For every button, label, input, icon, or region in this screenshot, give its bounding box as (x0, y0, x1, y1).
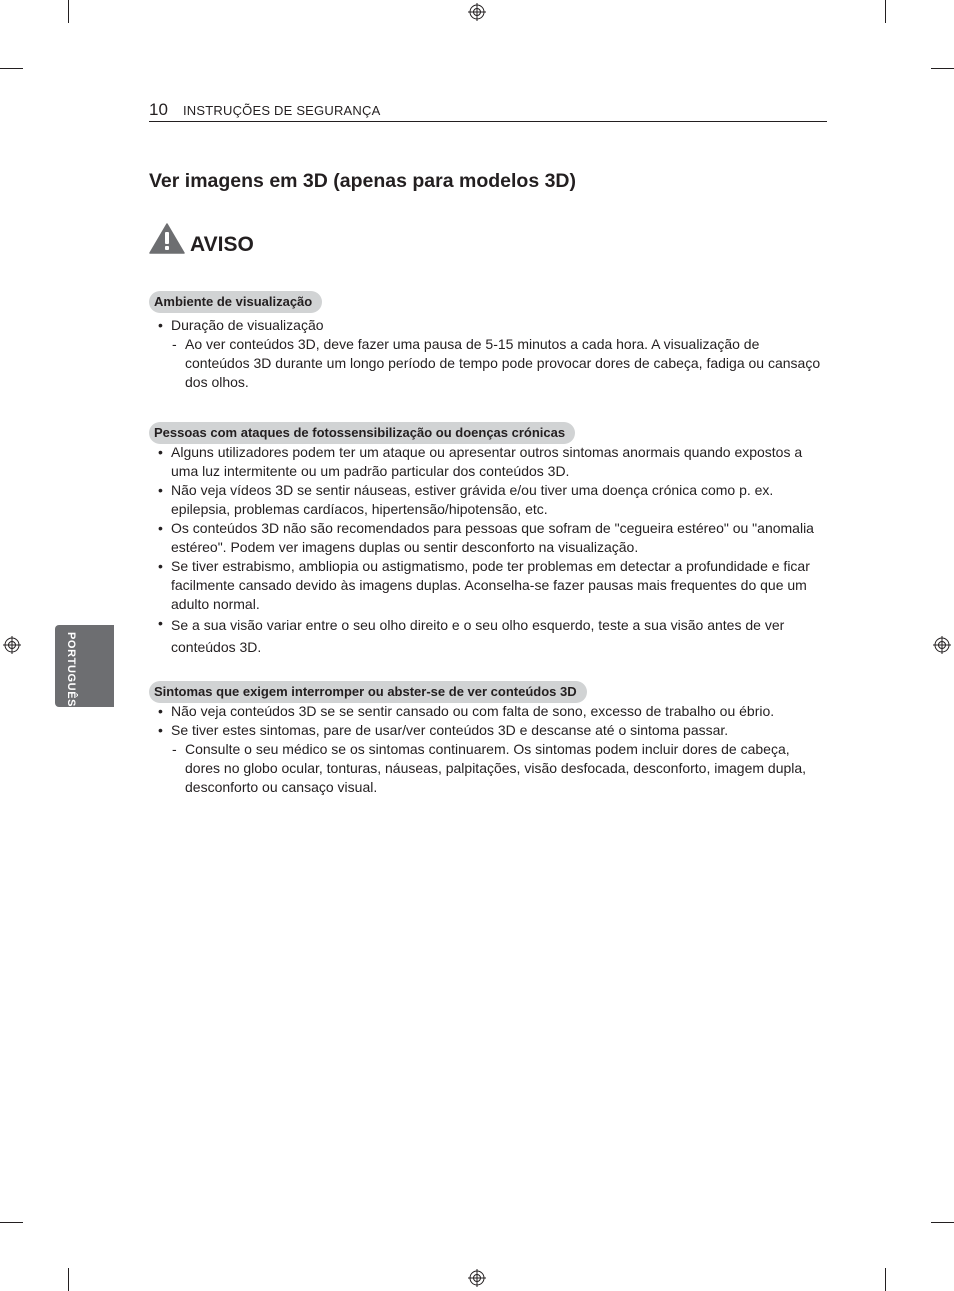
warning-triangle-icon (149, 223, 185, 254)
bullet-marker: • (158, 482, 163, 498)
bullet-marker: • (158, 703, 163, 719)
crop-mark (931, 68, 954, 69)
list-item: Se tiver estrabismo, ambliopia ou astigmatismo, pode ter problemas em detectar a profundidade e ficar facilmente cansado devido às imagens duplas. Aconselha-se fazer pausas mais frequentes do que um adulto normal. (171, 558, 810, 612)
dash-marker: - (172, 741, 177, 757)
crop-mark (931, 1222, 954, 1223)
list-item: Duração de visualização (171, 317, 324, 333)
list-item: Não veja vídeos 3D se sentir náuseas, estiver grávida e/ou tiver uma doença crónica como p. ex. epilepsia, problemas cardíacos, hipertensão/hipotensão, etc. (171, 482, 774, 517)
list-item: Se tiver estes sintomas, pare de usar/ver conteúdos 3D e descanse até o sintoma passar. (171, 722, 729, 738)
list-item: Consulte o seu médico se os sintomas continuarem. Os sintomas podem incluir dores de cabeça, dores no globo ocular, tonturas, náuseas, palpitações, visão desfocada, desconforto, imagem dupla, desconforto ou cansaço visual. (185, 741, 807, 795)
registration-mark-icon (933, 636, 951, 654)
bullet-marker: • (158, 317, 163, 333)
header-rule (149, 121, 827, 122)
language-tab-label: PORTUGUÊS (65, 632, 77, 708)
page-title: Ver imagens em 3D (apenas para modelos 3D) (149, 170, 577, 192)
crop-mark (885, 0, 886, 23)
bullet-marker: • (158, 520, 163, 536)
list-item: Alguns utilizadores podem ter um ataque ou apresentar outros sintomas anormais quando expostos a uma luz intermitente ou um padrão particular dos conteúdos 3D. (171, 444, 803, 479)
registration-mark-icon (3, 636, 21, 654)
running-header: INSTRUÇÕES DE SEGURANÇA (183, 103, 381, 118)
bullet-marker: • (158, 558, 163, 574)
page-number: 10 (149, 100, 168, 119)
bullet-marker: • (158, 444, 163, 460)
section-heading: Pessoas com ataques de fotossensibilização ou doenças crónicas (149, 422, 575, 444)
list-item: Se a sua visão variar entre o seu olho direito e o seu olho esquerdo, teste a sua visão antes de ver conteúdos 3D. (171, 617, 785, 655)
crop-mark (68, 0, 69, 23)
crop-mark (0, 68, 23, 69)
warning-label: AVISO (190, 233, 254, 256)
crop-mark (0, 1222, 23, 1223)
list-item: Não veja conteúdos 3D se se sentir cansado ou com falta de sono, excesso de trabalho ou ébrio. (171, 703, 775, 719)
list-item: Ao ver conteúdos 3D, deve fazer uma pausa de 5-15 minutos a cada hora. A visualização de conteúdos 3D durante um longo período de tempo pode provocar dores de cabeça, fadiga ou cansaço dos olhos. (185, 336, 821, 390)
bullet-marker: • (158, 615, 163, 631)
registration-mark-icon (468, 3, 486, 21)
crop-mark (68, 1268, 69, 1291)
registration-mark-icon (468, 1269, 486, 1287)
list-item: Os conteúdos 3D não são recomendados para pessoas que sofram de "cegueira estéreo" ou "anomalia estéreo". Podem ver imagens duplas ou sentir desconforto na visualização. (171, 520, 814, 555)
bullet-marker: • (158, 722, 163, 738)
section-heading: Ambiente de visualização (149, 291, 322, 313)
crop-mark (885, 1268, 886, 1291)
dash-marker: - (172, 336, 177, 352)
section-heading: Sintomas que exigem interromper ou abster-se de ver conteúdos 3D (149, 681, 587, 703)
